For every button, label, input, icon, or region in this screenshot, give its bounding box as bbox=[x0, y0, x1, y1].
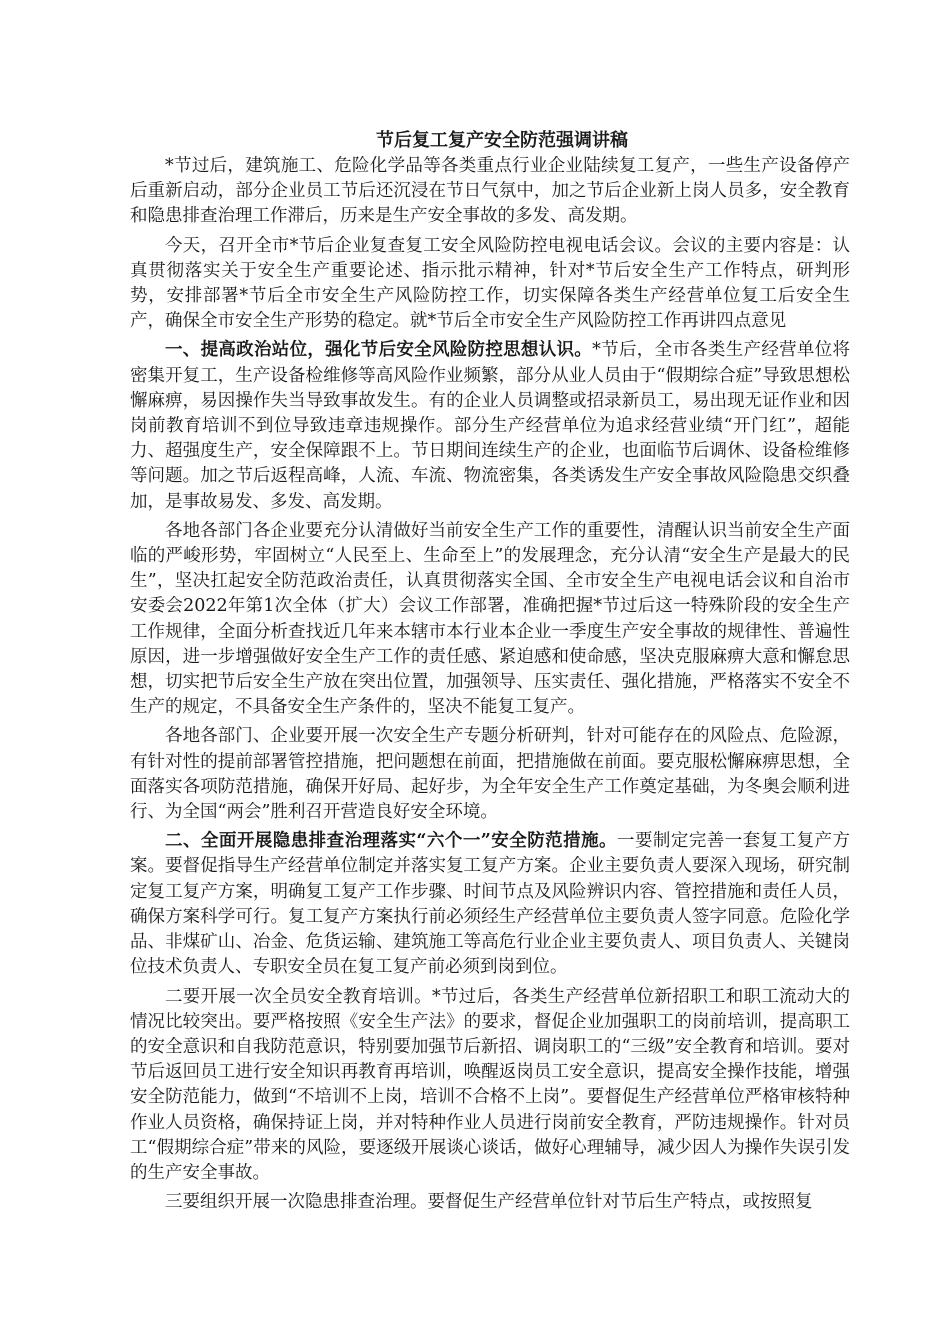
paragraph-intro bbox=[130, 154, 850, 230]
paragraph-text: 二要开展一次全员安全教育培训。*节过后，各类生产经营单位新招职工和职工流动大的情况比较突出。要严格按照《安全生产法》的要求，督促企业加强职工的岗前培训，提高职工的安全意识和自我防范意识，特别要加强节后新招、调岗职工的“三级”安全教育和培训。要对节后返回员工进行安全知识再教育再培训，唤醒返岗员工安全意识，提高安全操作技能，增强安全防范能力，做到“不培训不上岗，培训不合格不上岗”。要督促生产经营单位严格审核特种作业人员资格，确保持证上岗，并对特种作业人员进行岗前安全教育，严防违规操作。针对员工“假期综合症”带来的风险，要逐级开展谈心谈话，做好心理辅导，减少因人为操作失误引发的生产安全事故。 bbox=[130, 986, 850, 1183]
paragraph-analysis bbox=[130, 724, 850, 825]
paragraph-text: 各地各部门、企业要开展一次安全生产专题分析研判，针对可能存在的风险点、危险源，有针对性的提前部署管控措施，把问题想在前面，把措施做在前面。要克服松懈麻痹思想，全面落实各项防范措施，确保开好局、起好步，为全年安全生产工作奠定基础，为冬奥会顺利进行、为全国“两会”胜利召开营造良好安全环境。 bbox=[130, 726, 850, 823]
paragraph-text: 各地各部门各企业要充分认清做好当前安全生产工作的重要性，清醒认识当前安全生产面临的严峻形势，牢固树立“人民至上、生命至上”的发展理念，充分认清“安全生产是最大的民生”，坚决扛起安全防范政治责任，认真贯彻落实全国、全市安全生产电视电话会议和自治市安委会2022年第1次全体（扩大）会议工作部署，准确把握*节过后这一特殊阶段的安全生产工作规律，全面分析查找近几年来本辖市本行业本企业一季度生产安全事故的规律性、普遍性原因，进一步增强做好安全生产工作的责任感、紧迫感和使命感，坚决克服麻痹大意和懈怠思想，切实把节后安全生产放在突出位置，加强领导、压实责任、强化措施，严格落实不安全不生产的规定，不具备安全生产条件的，坚决不能复工复产。 bbox=[130, 520, 850, 718]
paragraph-text: 三要组织开展一次隐患排查治理。要督促生产经营单位针对节后生产特点，或按照复 bbox=[165, 1192, 813, 1213]
paragraph-text: 一要制定完善一套复工复产方案。要督促指导生产经营单位制定并落实复工复产方案。企业主要负责人要深入现场，研究制定复工复产方案，明确复工复产工作步骤、时间节点及风险辨识内容、管控措施和责任人员，确保方案科学可行。复工复产方案执行前必须经生产经营单位主要负责人签字同意。危险化学品、非煤矿山、冶金、危货运输、建筑施工等高危行业企业主要负责人、项目负责人、关键岗位技术负责人、专职安全员在复工复产前必须到岗到位。 bbox=[130, 831, 850, 978]
paragraph-text: *节过后，建筑施工、危险化学品等各类重点行业企业陆续复工复产，一些生产设备停产后重新启动，部分企业员工节后还沉浸在节日气氛中，加之节后企业新上岗人员多，安全教育和隐患排查治理工作滞后，历来是生产安全事故的多发、高发期。 bbox=[130, 156, 850, 227]
paragraph-section-one bbox=[130, 338, 850, 514]
section-heading: 一、提高政治站位，强化节后安全风险防控思想认识。 bbox=[165, 340, 593, 361]
document-page bbox=[130, 128, 850, 1215]
section-heading: 二、全面开展隐患排查治理落实“六个一”安全防范措施。 bbox=[165, 831, 618, 852]
paragraph-training bbox=[130, 985, 850, 1187]
paragraph-meeting bbox=[130, 234, 850, 335]
paragraph-text: 今天，召开全市*节后企业复查复工安全风险防控电视电话会议。会议的主要内容是：认真贯彻落实关于安全生产重要论述、指示批示精神，针对*节后安全生产工作特点，研判形势，安排部署*节后全市安全生产风险防控工作，切实保障各类生产经营单位复工后安全生产，确保全市安全生产形势的稳定。就*节后全市安全生产风险防控工作再讲四点意见 bbox=[130, 235, 850, 332]
paragraph-text: *节后，全市各类生产经营单位将密集开复工，生产设备检维修等高风险作业频繁，部分从业人员由于“假期综合症”导致思想松懈麻痹，易因操作失当导致事故发生。有的企业人员调整或招录新员工，易出现无证作业和因岗前教育培训不到位导致违章违规操作。部分生产经营单位为追求经营业绩“开门红”，超能力、超强度生产，安全保障跟不上。节日期间连续生产的企业，也面临节后调休、设备检维修等问题。加之节后返程高峰，人流、车流、物流密集，各类诱发生产安全事故风险隐患交织叠加，是事故易发、多发、高发期。 bbox=[130, 340, 851, 512]
paragraph-awareness bbox=[130, 519, 850, 721]
paragraph-hazard-check bbox=[130, 1190, 850, 1215]
paragraph-section-two bbox=[130, 829, 850, 980]
document-title: 节后复工复产安全防范强调讲稿 bbox=[376, 130, 628, 151]
